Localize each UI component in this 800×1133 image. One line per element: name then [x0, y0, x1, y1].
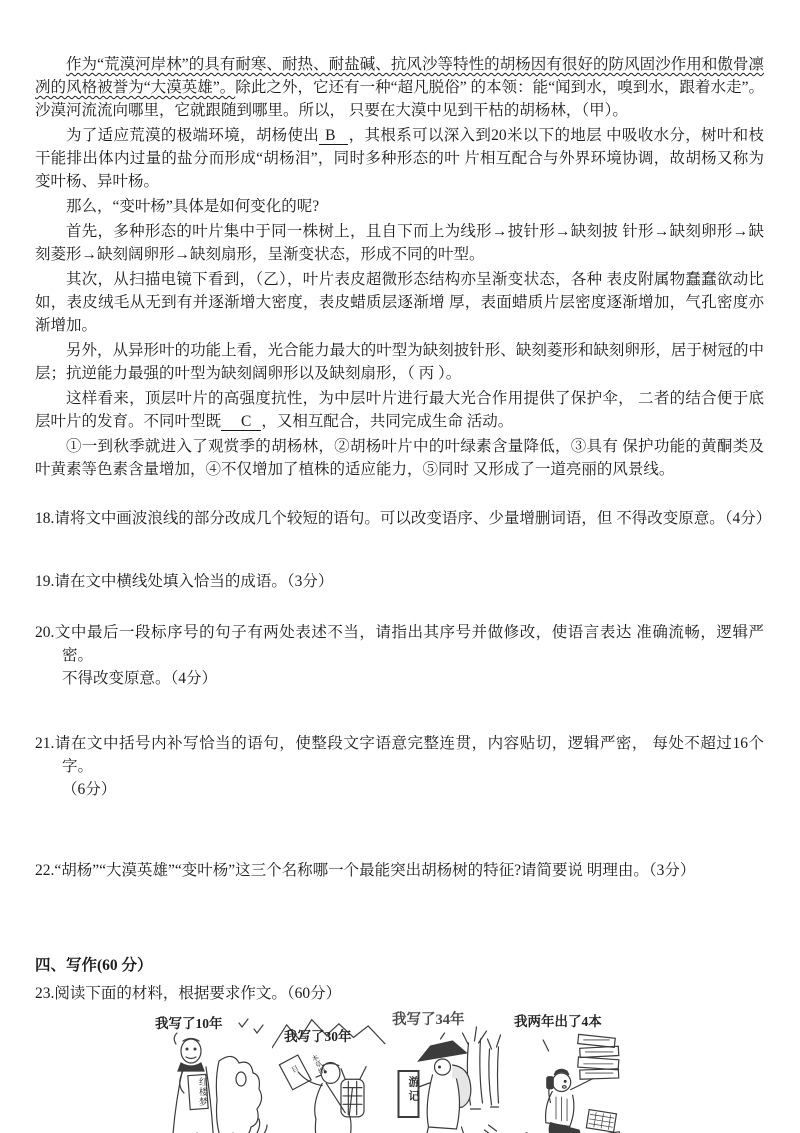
- passage-paragraph-2: [35, 124, 764, 193]
- paragraph-7-pre: 这样看来，顶层叶片的高强度抗性，为中层叶片进行最大光合作用提供了保护伞， 二者的结合便于底层叶片的发育。不同叶型既: [35, 390, 764, 430]
- blank-b: B: [319, 127, 348, 145]
- comic-panel-4-caption: 我两年出了4本: [514, 1014, 602, 1029]
- wavy-underlined-text: 作为“荒漠河岸林”的具有耐寒、耐热、耐盐碱、抗风沙等特性的胡杨因有很好的防风固沙作用和傲骨凛冽的风格被誉为“大漠英雄”。: [35, 56, 764, 96]
- blank-c: C: [221, 413, 261, 431]
- passage-paragraph-3: 那么，“变叶杨”具体是如何变化的呢?: [66, 198, 320, 215]
- paragraph-2-pre: 为了适应荒漠的极端环境，胡杨使出: [66, 127, 320, 144]
- question-20-continued: 不得改变原意。（4分）: [62, 670, 218, 687]
- question-18: 18.请将文中画波浪线的部分改成几个较短的语句。可以改变语序、少量增删词语，但 不得改变原意。（4分）: [35, 510, 772, 527]
- passage-paragraph-6: 另外，从异形叶的功能上看，光合能力最大的叶型为缺刻披针形、缺刻菱形和缺刻卵形，居于树冠的中层；抗逆能力最强的叶型为缺刻阔卵形以及缺刻扇形，（ 丙 ）。: [35, 342, 764, 382]
- comic-panel-3-illustration: [391, 1013, 506, 1133]
- comic-panel-1-illustration: [153, 1013, 268, 1133]
- question-19: 19.请在文中横线处填入恰当的成语。（3分）: [35, 573, 334, 590]
- paragraph-2-post: ，其根系可以深入到20米以下的地层 中吸收水分，树叶和枝干能排出体内过量的盐分而形成“胡杨泪”，同时多种形态的叶 片相互配合与外界环境协调，故胡杨又称为变叶杨、异叶杨。: [35, 127, 764, 190]
- question-21: 21.请在文中括号内补写恰当的语句，使整段文字语意完整连贯，内容贴切，逻辑严密， 每处不超过16个字。: [35, 735, 764, 775]
- comic-panel-2-book-title: 本草纲目: [289, 1053, 327, 1076]
- question-23: 23.阅读下面的材料，根据要求作文。（60分）: [35, 985, 342, 1002]
- comic-panel-3-book-title: 游记: [407, 1076, 419, 1104]
- comic-panel-3-caption: 我写了34年: [392, 1012, 465, 1028]
- passage-paragraph-7: [35, 387, 764, 433]
- comic-panel-2-caption: 我写了30年: [284, 1029, 352, 1044]
- question-20: 20.文中最后一段标序号的句子有两处表述不当，请指出其序号并做修改，使语言表达 准确流畅，逻辑严密。: [35, 624, 764, 664]
- comic-panel-1-book-title: 红楼梦: [198, 1077, 208, 1107]
- comic-panel-4-illustration: [510, 1013, 625, 1133]
- paragraph-1-rest: 除此之外，它还有一种“超凡脱俗” 的本领：能“闻到水，嗅到水，跟着水走”。沙漠河流流向哪里，它就跟随到哪里。所以， 只要在大漠中见到干枯的胡杨林，（甲）。: [35, 79, 764, 119]
- comic-panel-1-caption: 我写了10年: [155, 1016, 223, 1031]
- passage-paragraph-5: 其次，从扫描电镜下看到，（乙），叶片表皮超微形态结构亦呈渐变状态，各种 表皮附属物蠢蠢欲动比如，表皮绒毛从无到有并逐渐增大密度，表皮蜡质层逐渐增 厚，表面蜡质片层密度逐渐增加，气孔密度亦渐增加。: [35, 271, 764, 334]
- section-heading-writing: 四、写作(60 分）: [35, 957, 153, 974]
- question-21-continued: （6分）: [62, 781, 117, 798]
- passage-paragraph-1: [35, 53, 764, 122]
- comic-strip: [153, 1013, 625, 1133]
- passage-paragraph-8-numbered: ①一到秋季就进入了观赏季的胡杨林，②胡杨叶片中的叶绿素含量降低，③具有 保护功能的黄酮类及叶黄素等色素含量增加，④不仅增加了植株的适应能力，⑤同时 又形成了一道亮丽的风景线。: [35, 438, 764, 478]
- comic-panel-1: [153, 1013, 268, 1133]
- passage-paragraph-4: 首先，多种形态的叶片集中于同一株树上，且自下而上为线形→披针形→缺刻披 针形→缺刻卵形→缺刻菱形→缺刻阔卵形→缺刻扇形，呈渐变状态，形成不同的叶型。: [35, 223, 764, 263]
- comic-panel-4: [510, 1013, 625, 1133]
- question-22: 22.“胡杨”“大漠英雄”“变叶杨”这三个名称哪一个最能突出胡杨树的特征?请简要说 明理由。（3分）: [35, 862, 696, 879]
- comic-panel-3: [391, 1013, 506, 1133]
- paragraph-7-post: ，又相互配合，共同完成生命 活动。: [261, 413, 514, 430]
- comic-panel-2: [272, 1013, 387, 1133]
